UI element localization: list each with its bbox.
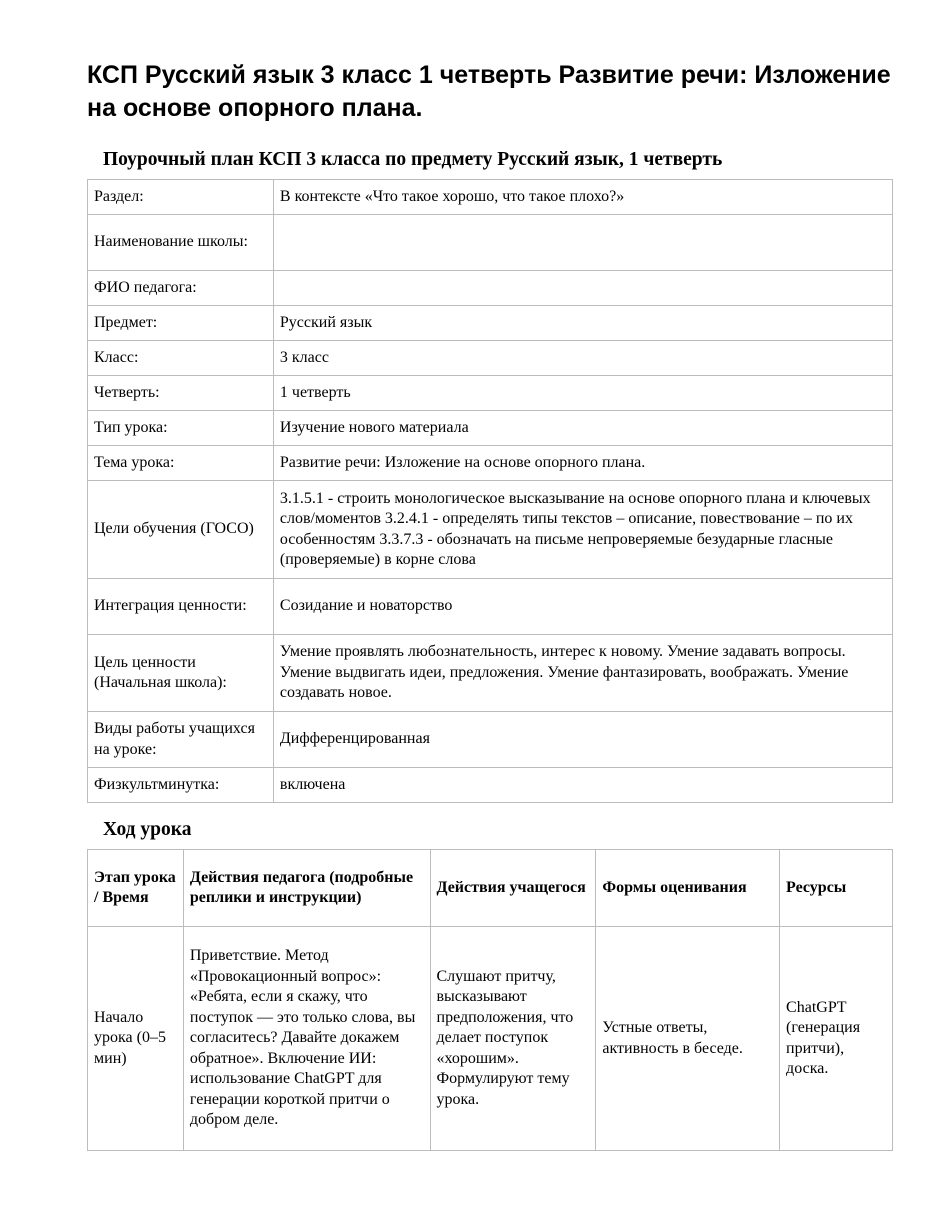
info-label: Раздел: — [88, 180, 274, 215]
info-row-value-goal — [88, 635, 893, 712]
info-label: ФИО педагога: — [88, 271, 274, 306]
info-value: Русский язык — [273, 306, 892, 341]
info-row-teacher — [88, 271, 893, 306]
info-label: Четверть: — [88, 376, 274, 411]
info-value: 3 класс — [273, 341, 892, 376]
info-row-learning-goals — [88, 481, 893, 579]
cell-resources: ChatGPT (генерация притчи), доска. — [780, 927, 893, 1151]
cell-assessment: Устные ответы, активность в беседе. — [596, 927, 780, 1151]
info-row-grade — [88, 341, 893, 376]
info-value: Дифференцированная — [273, 712, 892, 768]
document-title: КСП Русский язык 3 класс 1 четверть Развитие речи: Изложение на основе опорного плана. — [87, 61, 891, 122]
cell-student-actions: Слушают притчу, высказывают предположения, что делает поступок «хорошим». Формулируют тему урока. — [430, 927, 596, 1151]
info-row-lesson-type — [88, 411, 893, 446]
info-label: Наименование школы: — [88, 215, 274, 271]
info-row-quarter — [88, 376, 893, 411]
lesson-info-table — [87, 179, 893, 803]
info-row-section — [88, 180, 893, 215]
info-value: Умение проявлять любознательность, интерес к новому. Умение задавать вопросы. Умение выдвигать идеи, предложения. Умение фантазировать, воображать. Умение создавать новое. — [273, 635, 892, 712]
info-label: Цели обучения (ГОСО) — [88, 481, 274, 579]
info-label: Класс: — [88, 341, 274, 376]
info-row-lesson-topic — [88, 446, 893, 481]
info-label: Предмет: — [88, 306, 274, 341]
info-label: Виды работы учащихся на уроке: — [88, 712, 274, 768]
lesson-header-row — [88, 850, 893, 927]
info-value: Созидание и новаторство — [273, 579, 892, 635]
info-label: Цель ценности (Начальная школа): — [88, 635, 274, 712]
info-row-work-types — [88, 712, 893, 768]
header-stage: Этап урока / Время — [88, 850, 184, 927]
info-row-school — [88, 215, 893, 271]
header-assessment: Формы оценивания — [596, 850, 780, 927]
info-value: Развитие речи: Изложение на основе опорного плана. — [273, 446, 892, 481]
info-label: Тема урока: — [88, 446, 274, 481]
info-label: Физкультминутка: — [88, 768, 274, 803]
header-student-actions: Действия учащегося — [430, 850, 596, 927]
info-label: Интеграция ценности: — [88, 579, 274, 635]
header-resources: Ресурсы — [780, 850, 893, 927]
plan-heading: Поурочный план КСП 3 класса по предмету Русский язык, 1 четверть — [103, 149, 723, 170]
info-value: Изучение нового материала — [273, 411, 892, 446]
info-value — [273, 215, 892, 271]
info-value: В контексте «Что такое хорошо, что такое плохо?» — [273, 180, 892, 215]
info-value: включена — [273, 768, 892, 803]
header-teacher-actions: Действия педагога (подробные реплики и инструкции) — [183, 850, 430, 927]
lesson-progress-table — [87, 849, 893, 1151]
table-row — [88, 927, 893, 1151]
info-value — [273, 271, 892, 306]
progress-heading: Ход урока — [103, 819, 192, 840]
cell-stage: Начало урока (0–5 мин) — [88, 927, 184, 1151]
info-label: Тип урока: — [88, 411, 274, 446]
info-row-subject — [88, 306, 893, 341]
info-value: 1 четверть — [273, 376, 892, 411]
info-row-exercise-break — [88, 768, 893, 803]
cell-teacher-actions: Приветствие. Метод «Провокационный вопрос»: «Ребята, если я скажу, что поступок — это только слова, вы согласитесь? Давайте докажем обратное». Включение ИИ: использование ChatGPT для генерации короткой притчи о добром деле. — [183, 927, 430, 1151]
info-value: 3.1.5.1 - строить монологическое высказывание на основе опорного плана и ключевых слов/моментов 3.2.4.1 - определять типы текстов – описание, повествование – по их особенностям 3.3.7.3 - обозначать на письме непроверяемые безударные гласные (проверяемые) в корне слова — [273, 481, 892, 579]
info-row-value-integration — [88, 579, 893, 635]
